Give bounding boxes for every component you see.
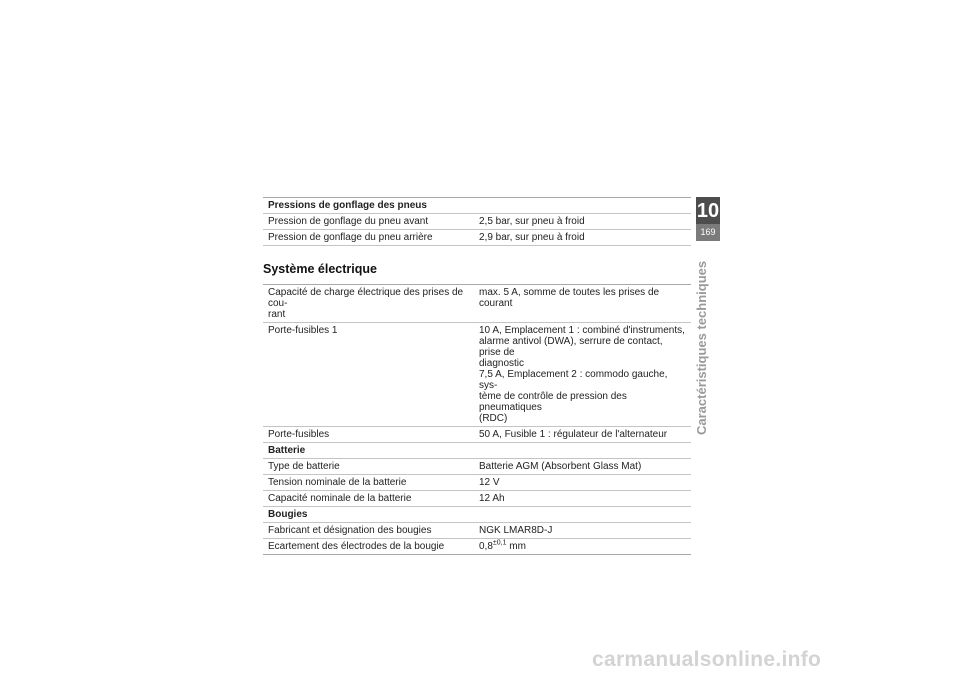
chapter-number: 10 xyxy=(696,200,720,222)
table-row xyxy=(263,459,691,475)
gap-tolerance: ±0,1 xyxy=(492,539,507,547)
row-value: 2,9 bar, sur pneu à froid xyxy=(479,232,585,243)
tire-pressure-table xyxy=(263,197,691,246)
tire-pressure-heading: Pressions de gonflage des pneus xyxy=(268,200,427,211)
row-label: Capacité nominale de la batterie xyxy=(268,493,412,504)
row-label: Tension nominale de la batterie xyxy=(268,477,407,488)
row-label: Capacité de charge électrique des prises de cou- rant xyxy=(268,287,464,320)
row-label: Pression de gonflage du pneu avant xyxy=(268,216,429,227)
row-value: 12 Ah xyxy=(479,493,505,504)
row-label: Porte-fusibles 1 xyxy=(268,325,338,336)
chapter-side-title: Caractéristiques techniques xyxy=(694,260,709,435)
table-row xyxy=(263,491,691,507)
row-value: 10 A, Emplacement 1 : combiné d'instruments, alarme antivol (DWA), serrure de contact, prise de diagnostic 7,5 A, Emplacement 2 : commodo gauche, sys- tème de contrôle de pression des pneumatiques (RDC) xyxy=(479,325,685,424)
row-value xyxy=(469,539,691,554)
row-label: Ecartement des électrodes de la bougie xyxy=(268,541,445,552)
watermark: carmanualsonline.info xyxy=(592,648,822,671)
table-heading xyxy=(263,198,691,214)
row-value: 50 A, Fusible 1 : régulateur de l'alternateur xyxy=(479,429,668,440)
spark-plugs-heading: Bougies xyxy=(268,509,308,520)
table-row xyxy=(263,230,691,246)
gap-value: 0,8 xyxy=(479,541,493,552)
row-value: NGK LMAR8D-J xyxy=(479,525,553,536)
table-heading xyxy=(263,507,691,523)
row-value: 2,5 bar, sur pneu à froid xyxy=(479,216,585,227)
table-row xyxy=(263,285,691,323)
table-row xyxy=(263,475,691,491)
page-number: 169 xyxy=(696,224,720,241)
row-label: Porte-fusibles xyxy=(268,429,330,440)
row-label: Pression de gonflage du pneu arrière xyxy=(268,232,433,243)
table-row xyxy=(263,523,691,539)
table-row xyxy=(263,427,691,443)
row-value: Batterie AGM (Absorbent Glass Mat) xyxy=(479,461,642,472)
spec-content xyxy=(263,197,691,555)
table-row xyxy=(263,539,691,555)
table-row xyxy=(263,323,691,427)
battery-heading: Batterie xyxy=(268,445,306,456)
electrical-table xyxy=(263,284,691,555)
row-label: Fabricant et désignation des bougies xyxy=(268,525,432,536)
gap-unit: mm xyxy=(506,541,526,552)
row-value: max. 5 A, somme de toutes les prises de courant xyxy=(479,287,660,309)
section-title: Système électrique xyxy=(263,262,377,276)
row-value: 12 V xyxy=(479,477,500,488)
row-label: Type de batterie xyxy=(268,461,340,472)
table-row xyxy=(263,214,691,230)
table-heading xyxy=(263,443,691,459)
